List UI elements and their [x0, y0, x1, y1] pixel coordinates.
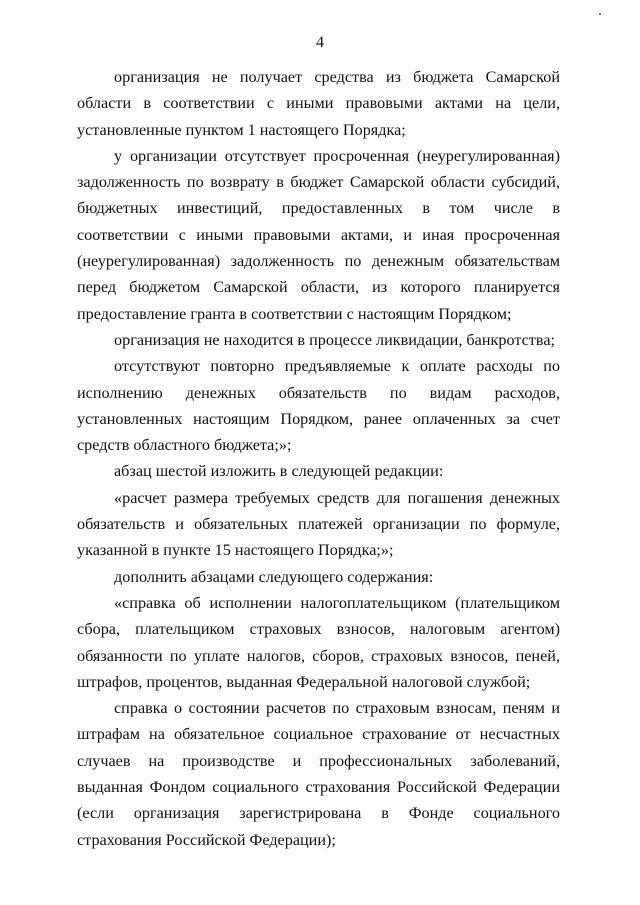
paragraph-7: дополнить абзацами следующего содержания: — [114, 567, 434, 586]
paragraph-2: у организации отсутствует просроченная (неурегулированная) задолженность по возврату в бюджет Самарской области субсидий, бюджетных инвестиций, предоставленных в том числе в соответствии с иными правовыми актами, и иная просроченная (неурегулированная) задолженность по денежным обязательствам перед бюджетом Самарской области, из которого планируется предоставление гранта в соответствии с настоящим Порядком; — [77, 146, 560, 323]
paragraph-3: организация не находится в процессе ликвидации, банкротства; — [114, 330, 555, 349]
paragraph-9: справка о состоянии расчетов по страховым взносам, пеням и штрафам на обязательное социальное страхование от несчастных случаев на производстве и профессиональных заболеваний, выданная Фондом социального страхования Российской Федерации (если организация зарегистрирована в Фонде социального страхования Российской Федерации); — [77, 699, 560, 849]
page-number: 4 — [316, 34, 324, 51]
paragraph-8: «справка об исполнении налогоплательщиком (плательщиком сбора, плательщиком страховых взносов, налоговым агентом) обязанности по уплате налогов, сборов, страховых взносов, пеней, штрафов, процентов, выданная Федеральной налоговой службой; — [77, 593, 560, 691]
paragraph-4: отсутствуют повторно предъявляемые к оплате расходы по исполнению денежных обязательств по видам расходов, установленных настоящим Порядком, ранее оплаченных за счет средств областного бюджета;»; — [77, 357, 560, 455]
document-body — [77, 64, 560, 853]
paragraph-6: «расчет размера требуемых средств для погашения денежных обязательств и обязательных платежей организации по формуле, указанной в пункте 15 настоящего Порядка;»; — [77, 488, 560, 560]
paragraph-5: абзац шестой изложить в следующей редакции: — [114, 462, 444, 481]
paragraph-1: организация не получает средства из бюджета Самарской области в соответствии с иными правовыми актами на цели, установленные пунктом 1 настоящего Порядка; — [77, 68, 560, 139]
scan-speck — [599, 13, 601, 15]
